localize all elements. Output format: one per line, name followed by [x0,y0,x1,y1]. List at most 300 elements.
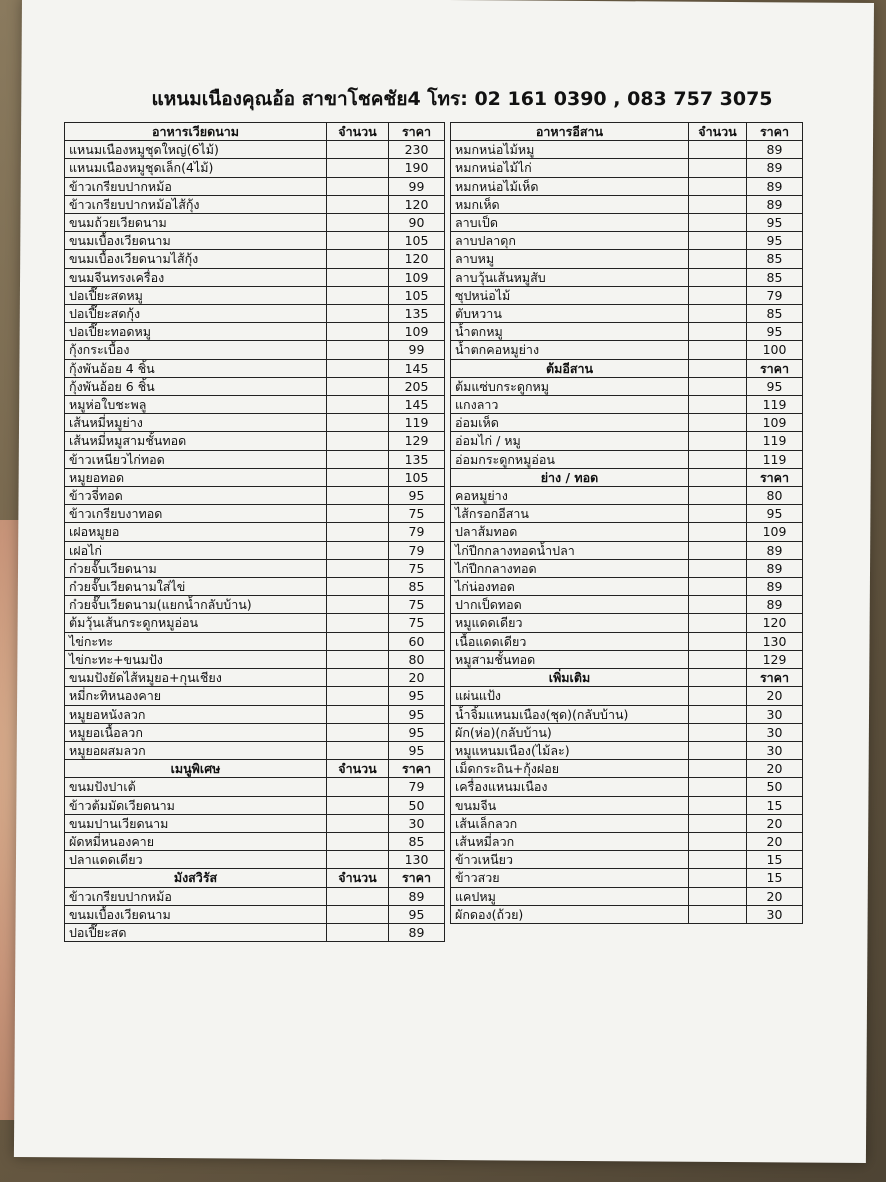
item-name: ข้าวเกรียบปากหม้อไส้กุ้ง [65,195,327,213]
item-qty-cell[interactable] [327,250,389,268]
item-price: 20 [747,887,803,905]
item-price: 89 [389,923,445,941]
item-name: หมกหน่อไม้ไก่ [451,159,689,177]
qty-header: จำนวน [327,869,389,887]
item-name: แกงลาว [451,396,689,414]
item-price: 50 [389,796,445,814]
item-qty-cell[interactable] [327,887,389,905]
item-name: เฝอไก่ [65,541,327,559]
item-price: 119 [747,396,803,414]
menu-item-row [65,359,445,377]
item-qty-cell[interactable] [689,450,747,468]
item-qty-cell[interactable] [689,523,747,541]
item-price: 30 [747,905,803,923]
item-name: ผักดอง(ถ้วย) [451,905,689,923]
item-price: 15 [747,851,803,869]
item-qty-cell[interactable] [327,578,389,596]
item-price: 75 [389,614,445,632]
item-price: 145 [389,396,445,414]
menu-item-row [65,414,445,432]
item-price: 105 [389,232,445,250]
item-price: 205 [389,377,445,395]
item-price: 30 [389,814,445,832]
item-price: 130 [389,851,445,869]
menu-item-row [451,396,803,414]
item-price: 95 [747,232,803,250]
menu-item-row [65,159,445,177]
item-qty-cell[interactable] [689,905,747,923]
menu-item-row [451,723,803,741]
menu-item-row [451,869,803,887]
item-price: 230 [389,141,445,159]
item-name: หมกหน่อไม้หมู [451,141,689,159]
menu-item-row [451,414,803,432]
item-price: 95 [389,723,445,741]
item-name: เครื่องแหนมเนือง [451,778,689,796]
section-title: ย่าง / ทอด [451,468,689,486]
item-price: 99 [389,177,445,195]
menu-item-row [451,705,803,723]
item-name: ข้าวเกรียบงาทอด [65,505,327,523]
item-qty-cell[interactable] [327,814,389,832]
item-name: กุ้งพันอ้อย 4 ชิ้น [65,359,327,377]
item-qty-cell[interactable] [689,541,747,559]
item-qty-cell[interactable] [327,505,389,523]
item-name: ข้าวเหนียวไก่ทอด [65,450,327,468]
item-name: ข้าวต้มมัดเวียดนาม [65,796,327,814]
item-qty-cell[interactable] [689,487,747,505]
item-price: 89 [747,541,803,559]
item-name: ก๋วยจั๊บเวียดนาม(แยกน้ำกลับบ้าน) [65,596,327,614]
item-name: หมกหน่อไม้เห็ด [451,177,689,195]
item-price: 130 [747,632,803,650]
item-price: 95 [747,377,803,395]
item-price: 85 [389,578,445,596]
item-name: หมกเห็ด [451,195,689,213]
item-qty-cell[interactable] [327,596,389,614]
item-name: ขนมถ้วยเวียดนาม [65,214,327,232]
item-price: 120 [747,614,803,632]
item-name: ปอเปี๊ยะทอดหมู [65,323,327,341]
item-qty-cell[interactable] [689,760,747,778]
item-qty-cell[interactable] [327,468,389,486]
item-qty-cell[interactable] [689,141,747,159]
menu-item-row [451,286,803,304]
menu-item-row [451,523,803,541]
item-name: หมูยอหนังลวก [65,705,327,723]
qty-header: จำนวน [327,760,389,778]
menu-item-row [65,596,445,614]
item-name: ลาบหมู [451,250,689,268]
item-qty-cell[interactable] [689,869,747,887]
item-name: ไข่กะทะ [65,632,327,650]
item-qty-cell[interactable] [689,286,747,304]
item-qty-cell[interactable] [327,723,389,741]
menu-item-row [451,214,803,232]
item-price: 105 [389,286,445,304]
item-qty-cell[interactable] [689,177,747,195]
item-name: ปากเป็ดทอด [451,596,689,614]
item-price: 20 [389,669,445,687]
menu-item-row [65,141,445,159]
item-name: ก๋วยจั๊บเวียดนาม [65,559,327,577]
menu-item-row [65,723,445,741]
item-price: 119 [747,450,803,468]
item-name: เส้นเล็กลวก [451,814,689,832]
item-name: หมูยอเนื้อลวก [65,723,327,741]
menu-item-row [65,814,445,832]
item-qty-cell[interactable] [327,450,389,468]
menu-item-row [65,432,445,450]
item-qty-cell[interactable] [689,705,747,723]
menu-item-row [451,177,803,195]
item-name: ข้าวจี่ทอด [65,487,327,505]
menu-item-row [451,377,803,395]
item-name: ไส้กรอกอีสาน [451,505,689,523]
item-qty-cell[interactable] [327,286,389,304]
menu-item-row [451,323,803,341]
menu-item-row [65,377,445,395]
menu-item-row [65,923,445,941]
menu-item-row [451,632,803,650]
item-qty-cell[interactable] [327,614,389,632]
item-qty-cell[interactable] [327,705,389,723]
item-name: ผัดหมี่หนองคาย [65,832,327,850]
item-qty-cell[interactable] [689,377,747,395]
menu-item-row [451,596,803,614]
menu-item-row [65,632,445,650]
section-title: เมนูพิเศษ [65,760,327,778]
section-header-row [451,669,803,687]
item-qty-cell[interactable] [327,832,389,850]
menu-item-row [65,669,445,687]
item-qty-cell[interactable] [689,814,747,832]
item-name: ลาบเป็ด [451,214,689,232]
menu-item-row [65,450,445,468]
item-name: ข้าวเกรียบปากหม้อ [65,887,327,905]
item-qty-cell[interactable] [327,159,389,177]
right-menu-table [450,122,803,924]
item-qty-cell[interactable] [327,541,389,559]
item-qty-cell[interactable] [327,923,389,941]
item-price: 95 [389,741,445,759]
menu-item-row [451,487,803,505]
section-header-row [451,468,803,486]
item-qty-cell[interactable] [327,232,389,250]
menu-item-row [65,905,445,923]
item-qty-cell[interactable] [327,432,389,450]
item-qty-cell[interactable] [327,851,389,869]
item-name: คอหมูย่าง [451,487,689,505]
item-name: ลาบวุ้นเส้นหมูสับ [451,268,689,286]
item-name: ไก่น่องทอด [451,578,689,596]
item-price: 120 [389,195,445,213]
item-name: เส้นหมี่ลวก [451,832,689,850]
item-price: 75 [389,596,445,614]
menu-item-row [65,505,445,523]
section-header-row [451,359,803,377]
menu-item-row [65,851,445,869]
item-qty-cell[interactable] [689,832,747,850]
item-price: 129 [389,432,445,450]
item-name: ขนมเบื้องเวียดนาม [65,232,327,250]
item-price: 95 [389,487,445,505]
item-name: ปอเปี๊ยะสดกุ้ง [65,305,327,323]
item-price: 120 [389,250,445,268]
item-name: ผัก(ห่อ)(กลับบ้าน) [451,723,689,741]
menu-item-row [451,450,803,468]
item-price: 99 [389,341,445,359]
item-name: หมูยอทอด [65,468,327,486]
menu-item-row [65,232,445,250]
menu-item-row [451,268,803,286]
item-name: อ่อมไก่ / หมู [451,432,689,450]
item-price: 30 [747,741,803,759]
item-price: 75 [389,505,445,523]
menu-item-row [451,814,803,832]
item-name: กุ้งพันอ้อย 6 ชิ้น [65,377,327,395]
item-price: 20 [747,687,803,705]
item-price: 89 [747,596,803,614]
item-price: 129 [747,650,803,668]
item-name: น้ำตกหมู [451,323,689,341]
item-qty-cell[interactable] [689,650,747,668]
item-qty-cell[interactable] [327,741,389,759]
menu-item-row [451,505,803,523]
price-header: ราคา [389,760,445,778]
item-qty-cell[interactable] [689,159,747,177]
item-qty-cell[interactable] [327,359,389,377]
item-name: ไก่ปีกกลางทอดน้ำปลา [451,541,689,559]
section-title: อาหารอีสาน [451,123,689,141]
item-qty-cell[interactable] [327,487,389,505]
menu-item-row [451,796,803,814]
menu-item-row [65,195,445,213]
menu-item-row [451,541,803,559]
item-qty-cell[interactable] [689,851,747,869]
page-title: แหนมเนืองคุณอ้อ สาขาโชคชัย4 โทร: 02 161 0390 , 083 757 3075 [151,88,773,110]
item-name: ขนมปานเวียดนาม [65,814,327,832]
menu-item-row [451,887,803,905]
item-price: 89 [747,177,803,195]
item-qty-cell[interactable] [689,778,747,796]
item-qty-cell[interactable] [327,214,389,232]
item-qty-cell[interactable] [327,669,389,687]
item-name: ไก่ปีกกลางทอด [451,559,689,577]
item-name: ก๋วยจั๊บเวียดนามใส่ไข่ [65,578,327,596]
item-qty-cell[interactable] [689,268,747,286]
item-price: 85 [747,250,803,268]
item-price: 50 [747,778,803,796]
item-name: หมี่กะทิหนองคาย [65,687,327,705]
item-price: 119 [747,432,803,450]
item-qty-cell[interactable] [689,578,747,596]
qty-header: จำนวน [689,123,747,141]
item-qty-cell[interactable] [689,632,747,650]
item-price: 85 [389,832,445,850]
menu-item-row [65,214,445,232]
item-price: 85 [747,268,803,286]
item-qty-cell[interactable] [327,559,389,577]
menu-item-row [65,250,445,268]
menu-item-row [451,578,803,596]
menu-item-row [451,851,803,869]
item-qty-cell[interactable] [689,887,747,905]
menu-item-row [451,341,803,359]
price-header: ราคา [747,669,803,687]
menu-item-row [65,832,445,850]
item-price: 20 [747,814,803,832]
item-name: ขนมจีน [451,796,689,814]
menu-item-row [451,195,803,213]
item-qty-cell[interactable] [689,596,747,614]
menu-item-row [65,705,445,723]
item-price: 89 [747,195,803,213]
menu-item-row [65,650,445,668]
section-title: มังสวิรัส [65,869,327,887]
section-header-row [65,760,445,778]
item-qty-cell[interactable] [327,177,389,195]
item-qty-cell[interactable] [689,232,747,250]
item-name: ปอเปี๊ยะสด [65,923,327,941]
item-price: 89 [747,559,803,577]
item-qty-cell[interactable] [327,687,389,705]
item-qty-cell[interactable] [689,414,747,432]
menu-item-row [451,250,803,268]
item-name: ขนมเบื้องเวียดนามไส้กุ้ง [65,250,327,268]
item-name: อ่อมเห็ด [451,414,689,432]
item-name: หมูสามชั้นทอด [451,650,689,668]
menu-item-row [451,741,803,759]
item-qty-cell[interactable] [327,632,389,650]
item-name: ข้าวเหนียว [451,851,689,869]
item-price: 95 [389,905,445,923]
item-name: กุ้งกระเบื้อง [65,341,327,359]
item-price: 95 [747,323,803,341]
item-name: ไข่กะทะ+ขนมปัง [65,650,327,668]
item-name: ขนมปังยัดไส้หมูยอ+กุนเชียง [65,669,327,687]
item-name: เส้นหมี่หมูย่าง [65,414,327,432]
item-qty-cell[interactable] [327,195,389,213]
item-price: 15 [747,796,803,814]
item-qty-cell[interactable] [689,250,747,268]
item-price: 95 [747,214,803,232]
item-qty-cell[interactable] [689,505,747,523]
item-price: 20 [747,760,803,778]
menu-item-row [451,778,803,796]
item-qty-cell[interactable] [689,396,747,414]
item-price: 95 [389,687,445,705]
menu-item-row [451,832,803,850]
menu-item-row [65,614,445,632]
section-title: อาหารเวียดนาม [65,123,327,141]
price-header: ราคา [389,123,445,141]
item-qty-cell[interactable] [327,396,389,414]
menu-item-row [451,559,803,577]
menu-item-row [451,432,803,450]
item-qty-cell[interactable] [689,341,747,359]
item-qty-cell[interactable] [689,687,747,705]
menu-item-row [65,887,445,905]
item-price: 135 [389,450,445,468]
menu-item-row [451,905,803,923]
menu-item-row [65,341,445,359]
section-title: เพิ่มเติม [451,669,689,687]
item-qty-cell[interactable] [689,323,747,341]
item-price: 80 [747,487,803,505]
item-qty-cell[interactable] [689,614,747,632]
item-qty-cell[interactable] [327,523,389,541]
item-price: 80 [389,650,445,668]
item-name: แหนมเนืองหมูชุดเล็ก(4ไม้) [65,159,327,177]
item-qty-cell[interactable] [689,305,747,323]
item-name: ขนมเบื้องเวียดนาม [65,905,327,923]
item-qty-cell[interactable] [689,195,747,213]
item-name: อ่อมกระดูกหมูอ่อน [451,450,689,468]
item-qty-cell[interactable] [327,268,389,286]
menu-item-row [451,305,803,323]
item-qty-cell[interactable] [327,414,389,432]
item-qty-cell[interactable] [327,778,389,796]
item-price: 89 [747,578,803,596]
item-name: ปลาส้มทอด [451,523,689,541]
item-name: ข้าวเกรียบปากหม้อ [65,177,327,195]
item-qty-cell[interactable] [327,323,389,341]
item-name: ข้าวสวย [451,869,689,887]
item-name: หมูแดดเดียว [451,614,689,632]
menu-item-row [65,177,445,195]
item-price: 85 [747,305,803,323]
item-qty-cell[interactable] [327,377,389,395]
item-price: 109 [389,323,445,341]
qty-header [689,468,747,486]
item-qty-cell[interactable] [327,341,389,359]
menu-item-row [65,468,445,486]
item-qty-cell[interactable] [327,905,389,923]
item-qty-cell[interactable] [689,796,747,814]
qty-header [689,669,747,687]
menu-item-row [65,796,445,814]
item-price: 75 [389,559,445,577]
menu-item-row [451,760,803,778]
item-price: 105 [389,468,445,486]
menu-item-row [65,323,445,341]
item-price: 89 [389,887,445,905]
item-price: 109 [747,414,803,432]
item-qty-cell[interactable] [689,559,747,577]
item-price: 15 [747,869,803,887]
item-name: เส้นหมี่หมูสามชั้นทอด [65,432,327,450]
item-price: 95 [389,705,445,723]
menu-item-row [65,396,445,414]
item-qty-cell[interactable] [327,141,389,159]
item-qty-cell[interactable] [689,214,747,232]
item-price: 145 [389,359,445,377]
item-qty-cell[interactable] [327,796,389,814]
item-qty-cell[interactable] [327,305,389,323]
item-price: 100 [747,341,803,359]
item-qty-cell[interactable] [689,723,747,741]
item-price: 89 [747,159,803,177]
item-qty-cell[interactable] [689,741,747,759]
item-name: ลาบปลาดุก [451,232,689,250]
price-header: ราคา [747,468,803,486]
item-price: 30 [747,723,803,741]
item-name: ขนมปังปาเต้ [65,778,327,796]
item-price: 95 [747,505,803,523]
item-qty-cell[interactable] [327,650,389,668]
item-qty-cell[interactable] [689,432,747,450]
